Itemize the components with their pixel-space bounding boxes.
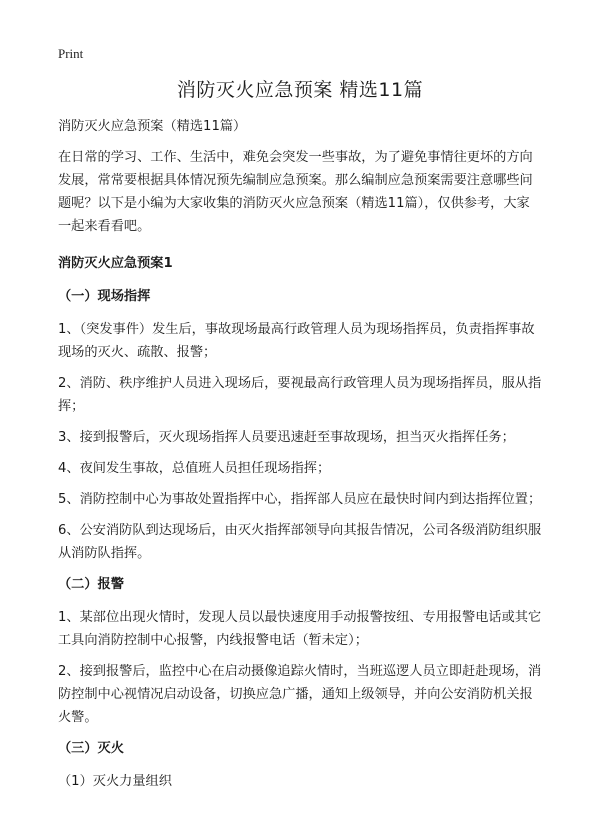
document-subtitle: 消防灭火应急预案（精选11篇）: [58, 119, 247, 134]
document-title: 消防灭火应急预案 精选11篇: [176, 79, 424, 101]
intro-paragraph: 在日常的学习、工作、生活中，难免会突发一些事故，为了避免事情往更坏的方向发展，常常要根据具体情况预先编制应急预案。那么编制应急预案需要注意哪些问题呢？以下是小编为大家收集的消防灭火应急预案（精选11篇），仅供参考，大家一起来看看吧。: [58, 150, 533, 234]
list-item: 3、接到报警后，灭火现场指挥人员要迅速赶至事故现场，担当灭火指挥任务；: [58, 430, 515, 445]
print-label: Print: [58, 46, 84, 61]
list-item: 1、某部位出现火情时，发现人员以最快速度用手动报警按纽、专用报警电话或其它工具向消防控制中心报警，内线报警电话（暂未定）；: [58, 610, 542, 648]
subsection-heading-command: （一）现场指挥: [58, 289, 151, 304]
list-item: 2、消防、秩序维护人员进入现场后，要视最高行政管理人员为现场指挥员，服从指挥；: [58, 376, 542, 414]
subsection-heading-alarm: （二）报警: [58, 577, 124, 592]
section-heading: 消防灭火应急预案1: [58, 256, 173, 271]
list-item: （1）灭火力量组织: [58, 774, 172, 789]
list-item: 1、（突发事件）发生后，事故现场最高行政管理人员为现场指挥员，负责指挥事故现场的灭火、疏散、报警；: [58, 322, 535, 360]
subsection-heading-firefighting: （三）灭火: [58, 741, 124, 756]
list-item: 4、夜间发生事故，总值班人员担任现场指挥；: [58, 461, 331, 476]
list-item: 6、公安消防队到达现场后，由灭火指挥部领导向其报告情况，公司各级消防组织服从消防队指挥。: [58, 523, 542, 561]
list-item: 5、消防控制中心为事故处置指挥中心，指挥部人员应在最快时间内到达指挥位置；: [58, 492, 542, 507]
list-item: 2、接到报警后，监控中心在启动摄像追踪火情时，当班巡逻人员立即赶赴现场，消防控制中心视情况启动设备，切换应急广播，通知上级领导，并向公安消防机关报火警。: [58, 664, 542, 725]
